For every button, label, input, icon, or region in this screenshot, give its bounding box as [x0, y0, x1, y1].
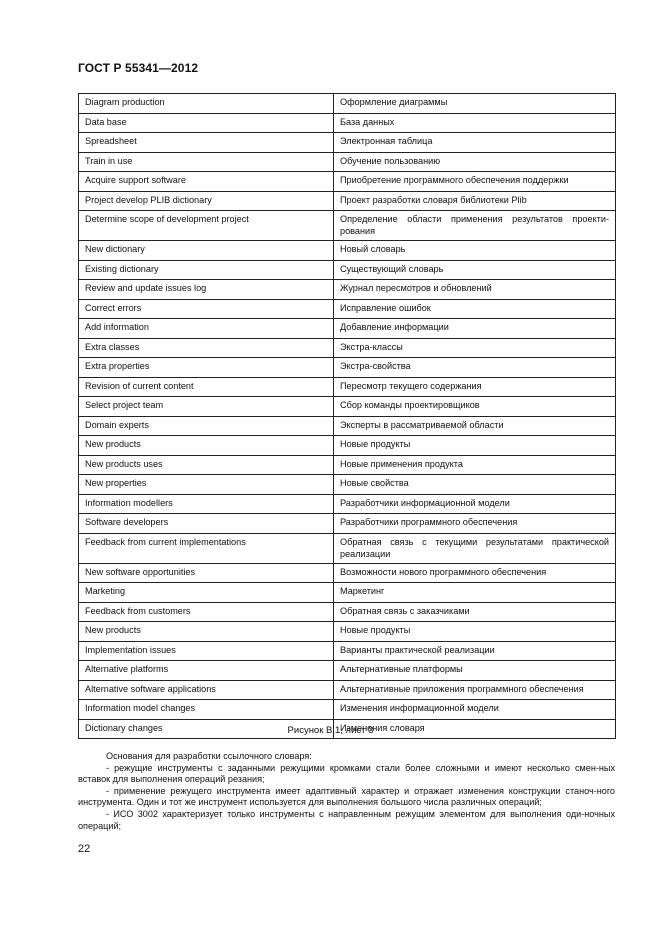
- russian-term-cell: Новые продукты: [334, 436, 616, 456]
- english-term-cell: Acquire support software: [79, 172, 334, 192]
- english-term-cell: Review and update issues log: [79, 280, 334, 300]
- english-term-cell: Alternative platforms: [79, 661, 334, 681]
- russian-term-cell: Разработчики информационной модели: [334, 494, 616, 514]
- english-term-cell: Data base: [79, 113, 334, 133]
- english-term-cell: Information model changes: [79, 700, 334, 720]
- figure-caption: Рисунок В.1, лист 3: [287, 725, 374, 736]
- body-paragraph: - ИСО 3002 характеризует только инструменты с направленным режущим элементом для выполнения оди-ночных операций;: [78, 808, 615, 831]
- table-row: [79, 680, 616, 700]
- page-number: 22: [78, 843, 91, 855]
- english-term-cell: New products: [79, 436, 334, 456]
- table-row: [79, 338, 616, 358]
- russian-term-cell: Маркетинг: [334, 583, 616, 603]
- english-term-cell: Select project team: [79, 397, 334, 417]
- body-paragraph: - режущие инструменты с заданными режущими кромками стали более сложными и имеют несколько смен-ных вставок для выполнения операций резания;: [78, 762, 615, 785]
- russian-term-cell: Варианты практической реализации: [334, 641, 616, 661]
- table-row: [79, 563, 616, 583]
- table-row: [79, 191, 616, 211]
- english-term-cell: Information modellers: [79, 494, 334, 514]
- table-row: [79, 358, 616, 378]
- table-row: [79, 113, 616, 133]
- table-row: [79, 211, 616, 241]
- english-term-cell: Train in use: [79, 152, 334, 172]
- table-row: [79, 436, 616, 456]
- table-row: [79, 661, 616, 681]
- russian-term-cell: Разработчики программного обеспечения: [334, 514, 616, 534]
- table-row: [79, 377, 616, 397]
- body-paragraph: - применение режущего инструмента имеет адаптивный характер и отражает изменения конструкции станоч-ного инструмента. Один и тот же инструмент используется для выполнения большого числа различных операций;: [78, 785, 615, 808]
- table-row: [79, 280, 616, 300]
- russian-term-cell: Новый словарь: [334, 241, 616, 261]
- english-term-cell: Add information: [79, 319, 334, 339]
- table-row: [79, 622, 616, 642]
- russian-term-cell: Альтернативные платформы: [334, 661, 616, 681]
- english-term-cell: Implementation issues: [79, 641, 334, 661]
- english-term-cell: New products uses: [79, 455, 334, 475]
- russian-term-cell: Журнал пересмотров и обновлений: [334, 280, 616, 300]
- russian-term-cell: Альтернативные приложения программного обеспечения: [334, 680, 616, 700]
- russian-term-cell: Изменения словаря: [334, 719, 616, 739]
- russian-term-cell: Новые применения продукта: [334, 455, 616, 475]
- english-term-cell: Alternative software applications: [79, 680, 334, 700]
- table-row: [79, 455, 616, 475]
- russian-term-cell: Новые свойства: [334, 475, 616, 495]
- russian-term-cell: Пересмотр текущего содержания: [334, 377, 616, 397]
- english-term-cell: Spreadsheet: [79, 133, 334, 153]
- russian-term-cell: Определение области применения результатов проекти-рования: [334, 211, 616, 241]
- russian-term-cell: Возможности нового программного обеспечения: [334, 563, 616, 583]
- english-term-cell: Extra properties: [79, 358, 334, 378]
- table-row: [79, 583, 616, 603]
- english-term-cell: Existing dictionary: [79, 260, 334, 280]
- russian-term-cell: Обратная связь с текущими результатами практической реализации: [334, 533, 616, 563]
- russian-term-cell: Обратная связь с заказчиками: [334, 602, 616, 622]
- english-term-cell: New products: [79, 622, 334, 642]
- russian-term-cell: Существующий словарь: [334, 260, 616, 280]
- russian-term-cell: Новые продукты: [334, 622, 616, 642]
- table-row: [79, 133, 616, 153]
- table-row: [79, 397, 616, 417]
- russian-term-cell: Обучение пользованию: [334, 152, 616, 172]
- table-row: [79, 475, 616, 495]
- terms-table-container: [78, 93, 615, 739]
- russian-term-cell: Экстра-классы: [334, 338, 616, 358]
- table-row: [79, 172, 616, 192]
- table-row: [79, 152, 616, 172]
- table-row: [79, 299, 616, 319]
- table-row: [79, 494, 616, 514]
- russian-term-cell: Эксперты в рассматриваемой области: [334, 416, 616, 436]
- russian-term-cell: Оформление диаграммы: [334, 94, 616, 114]
- table-row: [79, 241, 616, 261]
- english-term-cell: Correct errors: [79, 299, 334, 319]
- russian-term-cell: Приобретение программного обеспечения поддержки: [334, 172, 616, 192]
- russian-term-cell: Изменения информационной модели: [334, 700, 616, 720]
- english-term-cell: Diagram production: [79, 94, 334, 114]
- table-row: [79, 641, 616, 661]
- russian-term-cell: Исправление ошибок: [334, 299, 616, 319]
- russian-term-cell: Добавление информации: [334, 319, 616, 339]
- document-header: ГОСТ Р 55341—2012: [78, 61, 199, 75]
- body-paragraph: Основания для разработки ссылочного словаря:: [106, 751, 312, 761]
- table-row: [79, 319, 616, 339]
- english-term-cell: Dictionary changes: [79, 719, 334, 739]
- english-term-cell: New software opportunities: [79, 563, 334, 583]
- table-row: [79, 700, 616, 720]
- russian-term-cell: Проект разработки словаря библиотеки Plib: [334, 191, 616, 211]
- english-term-cell: Determine scope of development project: [79, 211, 334, 241]
- terms-table: [78, 93, 616, 739]
- english-term-cell: Revision of current content: [79, 377, 334, 397]
- table-row: [79, 602, 616, 622]
- table-row: [79, 533, 616, 563]
- russian-term-cell: База данных: [334, 113, 616, 133]
- table-row: [79, 94, 616, 114]
- table-row: [79, 416, 616, 436]
- english-term-cell: Feedback from customers: [79, 602, 334, 622]
- russian-term-cell: Экстра-свойства: [334, 358, 616, 378]
- russian-term-cell: Электронная таблица: [334, 133, 616, 153]
- english-term-cell: Marketing: [79, 583, 334, 603]
- english-term-cell: Software developers: [79, 514, 334, 534]
- english-term-cell: Extra classes: [79, 338, 334, 358]
- body-text: [78, 751, 615, 832]
- russian-term-cell: Сбор команды проектировщиков: [334, 397, 616, 417]
- english-term-cell: New properties: [79, 475, 334, 495]
- table-row: [79, 514, 616, 534]
- english-term-cell: New dictionary: [79, 241, 334, 261]
- english-term-cell: Feedback from current implementations: [79, 533, 334, 563]
- english-term-cell: Project develop PLIB dictionary: [79, 191, 334, 211]
- english-term-cell: Domain experts: [79, 416, 334, 436]
- table-row: [79, 260, 616, 280]
- terms-table-body: [79, 94, 616, 739]
